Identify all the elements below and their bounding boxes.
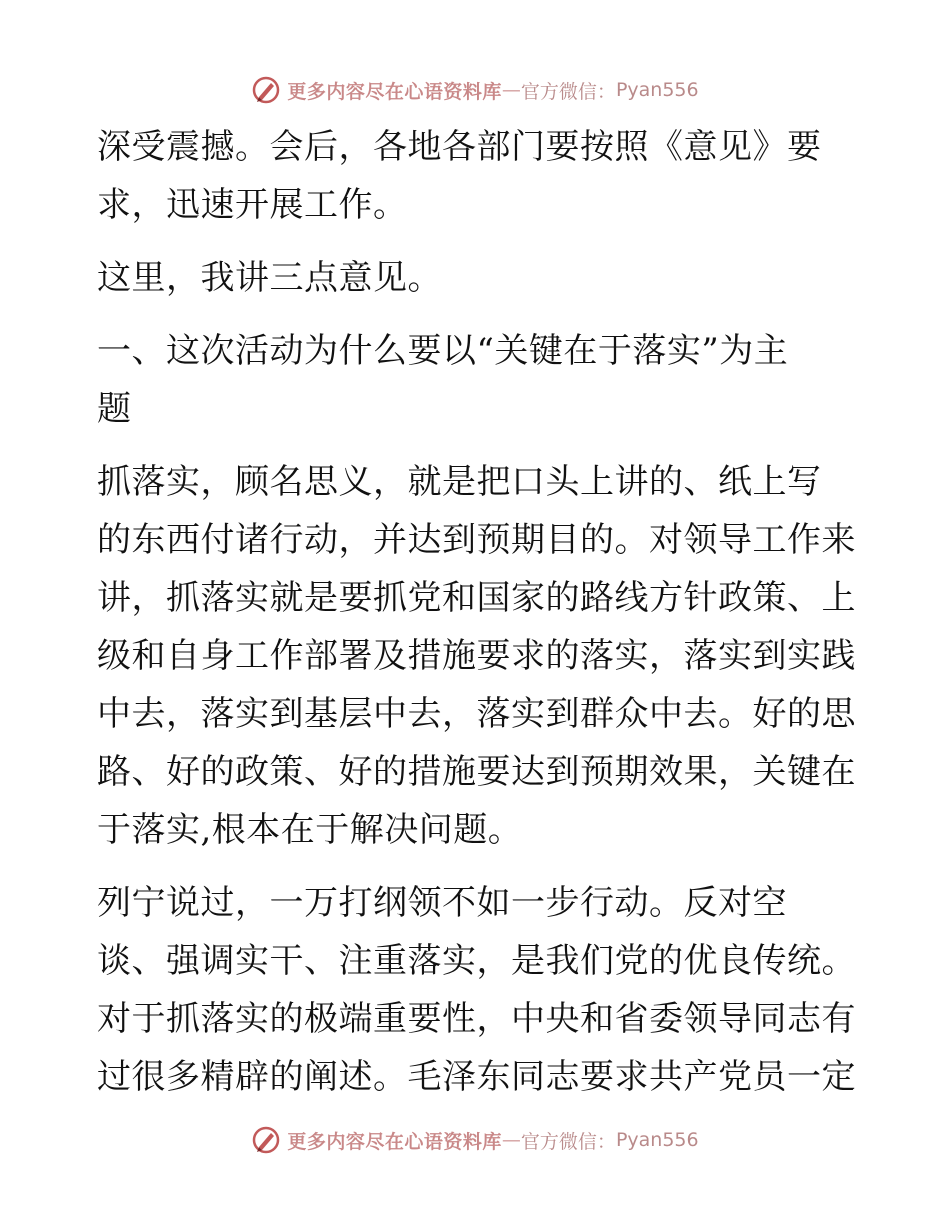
header-watermark [0,70,950,110]
text-line: 求，迅速开展工作。 [97,185,408,225]
paragraph-2 [97,249,857,307]
text-line: 中去，落实到基层中去，落实到群众中去。好的思 [97,694,856,734]
text-line: 深受震撼。会后，各地各部门要按照《意见》要 [97,127,822,167]
watermark-sub: 官方微信： [520,1130,616,1153]
paragraph-4 [97,453,857,859]
watermark-dash: — [501,79,521,101]
watermark-id: Pyan556 [615,1129,699,1151]
text-line: 讲，抓落实就是要抓党和国家的路线方针政策、上 [97,578,856,618]
pen-logo-icon [251,1125,281,1155]
watermark-text: 更多内容尽在心语资料库 [287,1130,502,1153]
footer-watermark [0,1120,950,1160]
text-line: 抓落实，顾名思义，就是把口头上讲的、纸上写 [97,462,822,502]
text-line: 谈、强调实干、注重落实，是我们党的优良传统。 [97,941,856,981]
text-line: 的东西付诸行动，并达到预期目的。对领导工作来 [97,520,856,560]
text-line: 级和自身工作部署及措施要求的落实，落实到实践 [97,636,856,676]
watermark-sub: 官方微信： [520,80,616,103]
text-line: 过很多精辟的阐述。毛泽东同志要求共产党员一定 [97,1057,856,1097]
paragraph-5 [97,874,857,1106]
paragraph-1 [97,118,857,234]
watermark-dash: — [501,1129,521,1151]
document-body [97,118,857,1121]
pen-logo-icon [251,75,281,105]
text-line: 这里，我讲三点意见。 [97,258,442,298]
watermark-id: Pyan556 [615,79,699,101]
watermark-text: 更多内容尽在心语资料库 [287,80,502,103]
text-line: 于落实,根本在于解决问题。 [97,810,523,850]
section-heading [97,322,857,438]
text-line: 对于抓落实的极端重要性，中央和省委领导同志有 [97,999,856,1039]
text-line: 题 [97,389,132,429]
text-line: 列宁说过，一万打纲领不如一步行动。反对空 [97,883,787,923]
text-line: 路、好的政策、好的措施要达到预期效果，关键在 [97,752,856,792]
text-line: 一、这次活动为什么要以“关键在于落实”为主 [97,331,789,371]
